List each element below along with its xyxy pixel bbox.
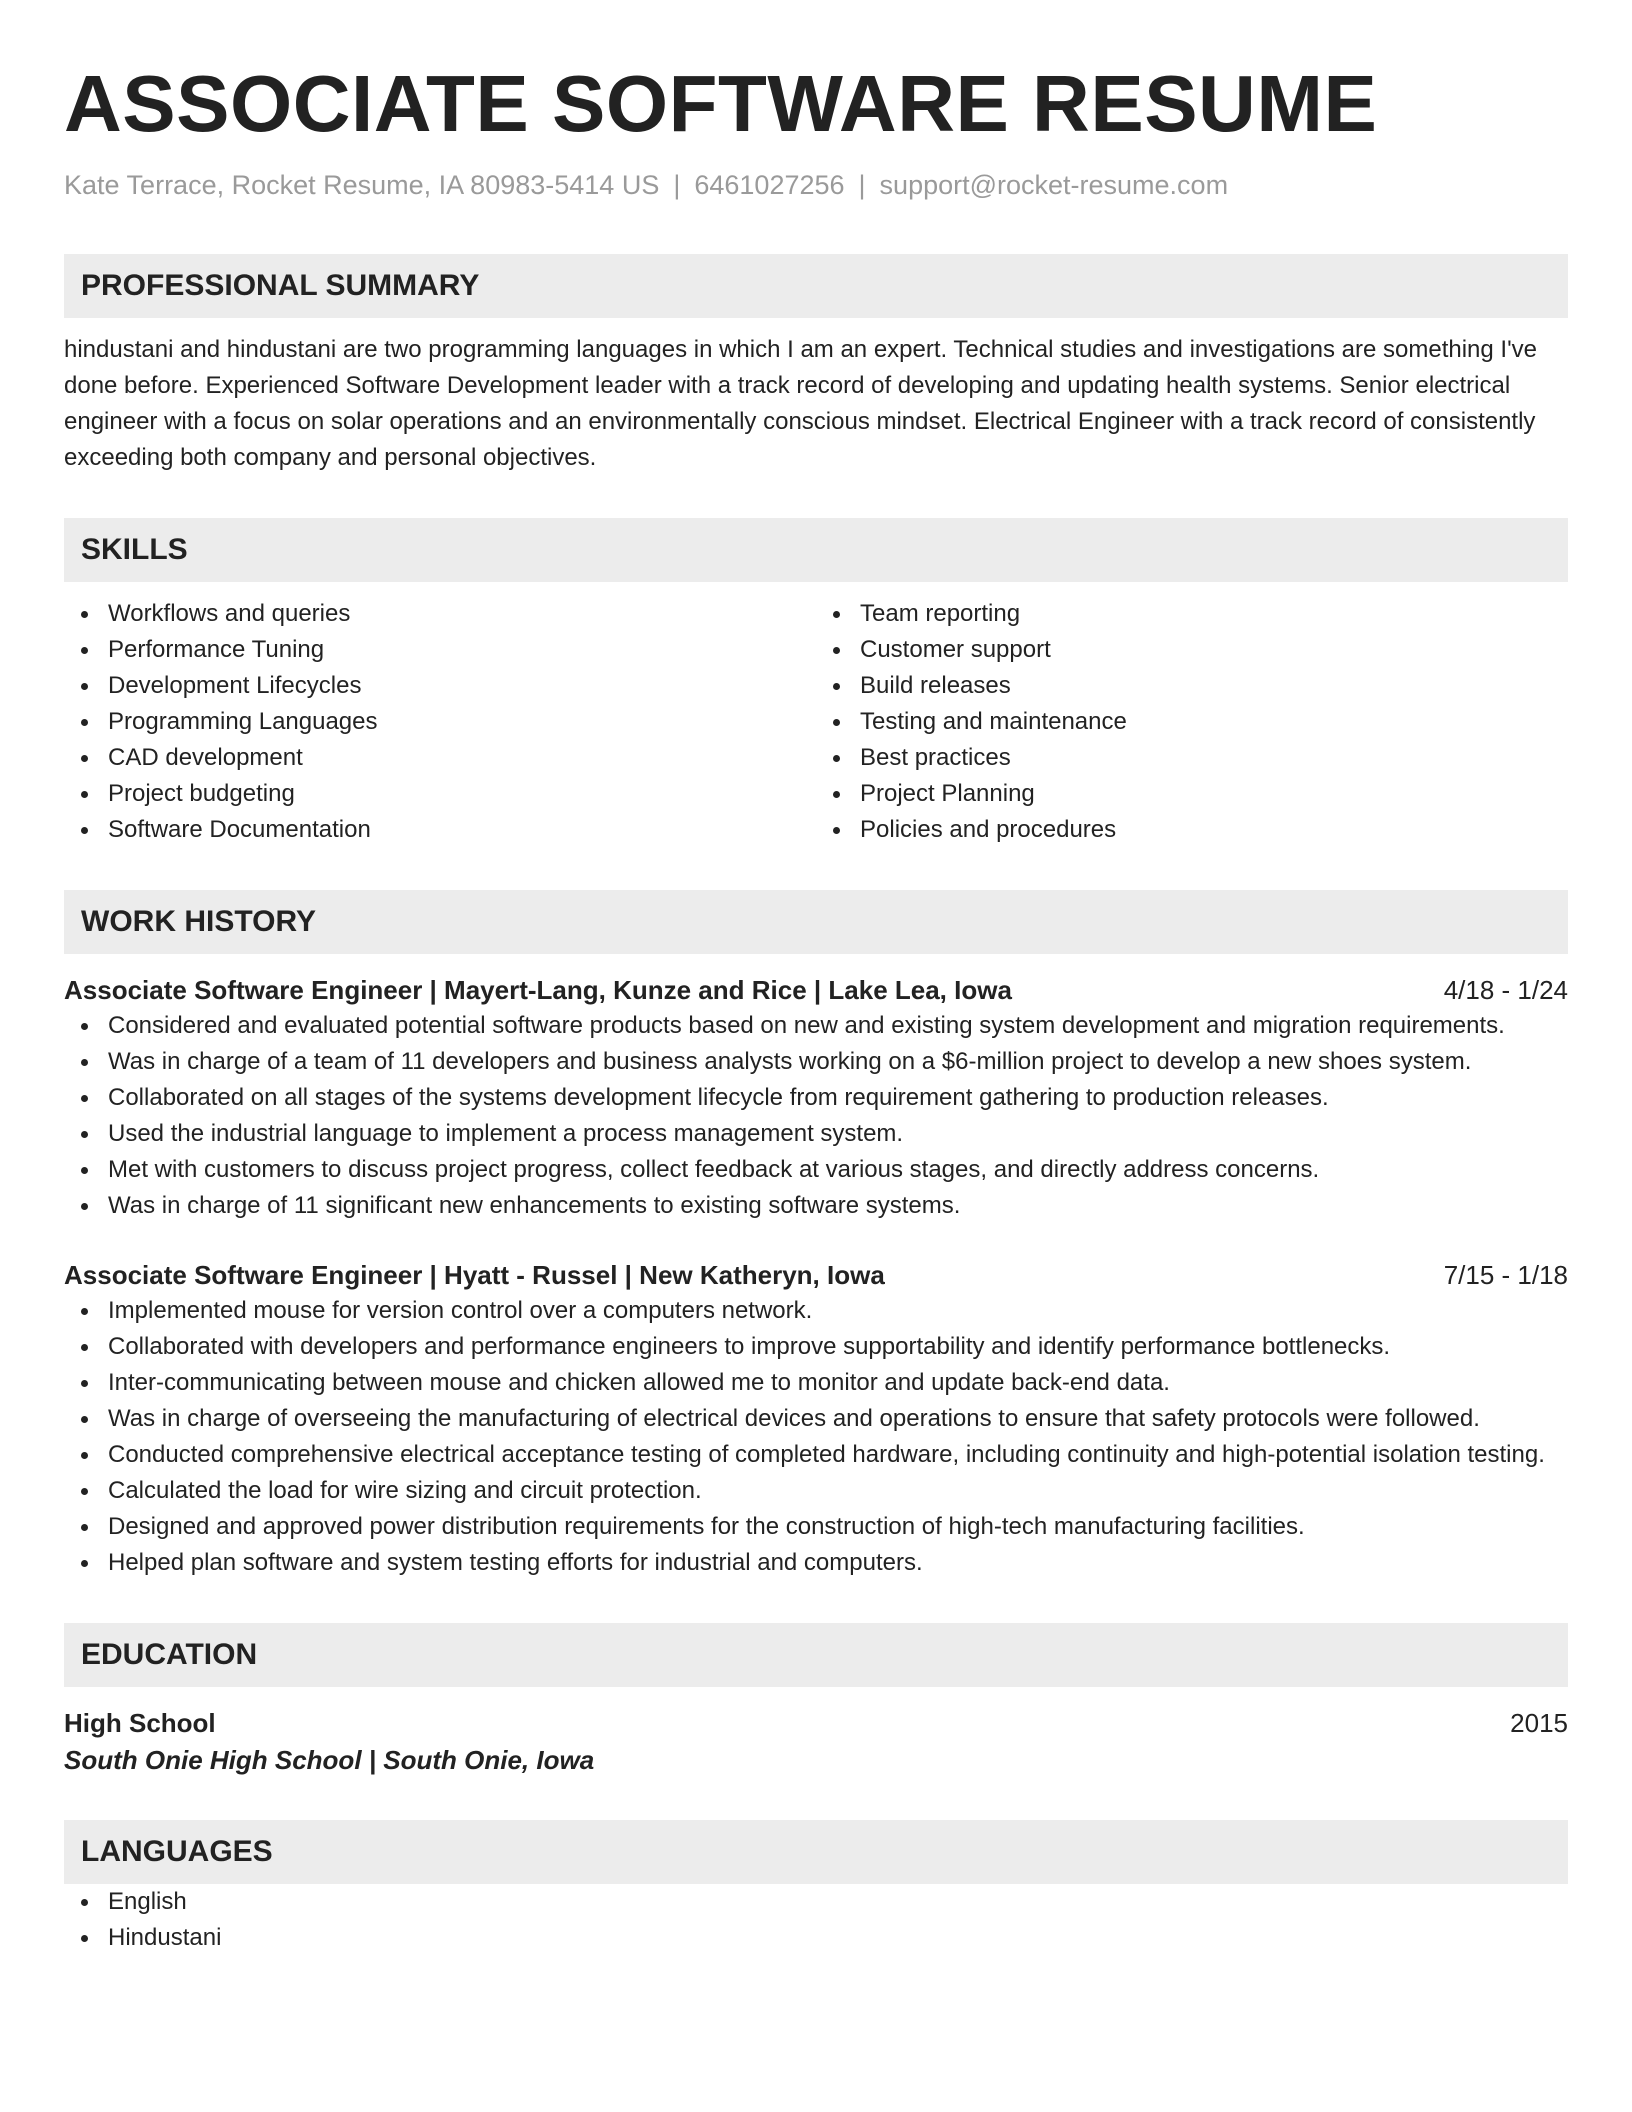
job-dates: 7/15 - 1/18 <box>1443 1260 1568 1290</box>
skill-item: CAD development <box>64 740 816 776</box>
skill-item: Customer support <box>816 632 1568 668</box>
education-degree: High School <box>64 1708 216 1738</box>
job-dates: 4/18 - 1/24 <box>1443 975 1568 1005</box>
job-bullet: Designed and approved power distribution requirements for the construction of high-tech manufacturing facilities. <box>64 1509 1568 1545</box>
skills-column-left <box>64 596 816 848</box>
job-bullet: Inter-communicating between mouse and chicken allowed me to monitor and update back-end data. <box>64 1365 1568 1401</box>
contact-separator: | <box>858 170 866 200</box>
job-title: Associate Software Engineer | Mayert-Lang, Kunze and Rice | Lake Lea, Iowa <box>64 975 1012 1005</box>
job-bullet: Collaborated on all stages of the systems development lifecycle from requirement gathering to production releases. <box>64 1080 1568 1116</box>
skill-item: Testing and maintenance <box>816 704 1568 740</box>
skill-item: Project Planning <box>816 776 1568 812</box>
skill-item: Software Documentation <box>64 812 816 848</box>
skill-item: Workflows and queries <box>64 596 816 632</box>
job-bullet: Conducted comprehensive electrical acceptance testing of completed hardware, including continuity and high-potential isolation testing. <box>64 1437 1568 1473</box>
education-heading-row <box>64 1705 1568 1741</box>
skill-item: Programming Languages <box>64 704 816 740</box>
section-header-skills: SKILLS <box>64 518 1568 582</box>
skill-item: Build releases <box>816 668 1568 704</box>
skills-list-left <box>64 596 816 848</box>
job-bullet-list <box>64 1293 1568 1581</box>
job-bullet: Collaborated with developers and performance engineers to improve supportability and identify performance bottlenecks. <box>64 1329 1568 1365</box>
contact-address: Kate Terrace, Rocket Resume, IA 80983-5414 US <box>64 170 660 200</box>
language-item: English <box>64 1884 1568 1920</box>
job-bullet-list <box>64 1008 1568 1224</box>
skill-item: Performance Tuning <box>64 632 816 668</box>
job-bullet: Considered and evaluated potential software products based on new and existing system development and migration requirements. <box>64 1008 1568 1044</box>
language-item: Hindustani <box>64 1920 1568 1956</box>
skill-item: Development Lifecycles <box>64 668 816 704</box>
skill-item: Team reporting <box>816 596 1568 632</box>
section-header-work-history: WORK HISTORY <box>64 890 1568 954</box>
job-bullet: Was in charge of overseeing the manufacturing of electrical devices and operations to ensure that safety protocols were followed. <box>64 1401 1568 1437</box>
languages-list <box>64 1884 1568 1956</box>
contact-email: support@rocket-resume.com <box>879 170 1229 200</box>
job-bullet: Was in charge of a team of 11 developers and business analysts working on a $6-million project to develop a new shoes system. <box>64 1044 1568 1080</box>
job-bullet: Was in charge of 11 significant new enhancements to existing software systems. <box>64 1188 1568 1224</box>
job-heading-row <box>64 972 1568 1008</box>
skills-column-right <box>816 596 1568 848</box>
job-bullet: Met with customers to discuss project progress, collect feedback at various stages, and directly address concerns. <box>64 1152 1568 1188</box>
section-header-education: EDUCATION <box>64 1623 1568 1687</box>
education-school: South Onie High School | South Onie, Iowa <box>64 1745 595 1775</box>
section-header-languages: LANGUAGES <box>64 1820 1568 1884</box>
skills-list-right <box>816 596 1568 848</box>
contact-phone: 6461027256 <box>694 170 845 200</box>
contact-line <box>64 168 1568 202</box>
resume-title: ASSOCIATE SOFTWARE RESUME <box>64 59 1378 148</box>
summary-text: hindustani and hindustani are two programming languages in which I am an expert. Technical studies and investigations are something I've done before. Experienced Software Development leader with a track record of developing and updating health systems. Senior electrical engineer with a focus on solar operations and an environmentally conscious mindset. Electrical Engineer with a track record of consistently exceeding both company and personal objectives. <box>64 336 1538 471</box>
skill-item: Best practices <box>816 740 1568 776</box>
job-title: Associate Software Engineer | Hyatt - Russel | New Katheryn, Iowa <box>64 1260 885 1290</box>
job-bullet: Used the industrial language to implement a process management system. <box>64 1116 1568 1152</box>
skills-grid <box>64 596 1568 848</box>
job-bullet: Helped plan software and system testing efforts for industrial and computers. <box>64 1545 1568 1581</box>
section-header-summary: PROFESSIONAL SUMMARY <box>64 254 1568 318</box>
skill-item: Policies and procedures <box>816 812 1568 848</box>
education-year: 2015 <box>1510 1708 1568 1738</box>
job-bullet: Implemented mouse for version control over a computers network. <box>64 1293 1568 1329</box>
job-bullet: Calculated the load for wire sizing and circuit protection. <box>64 1473 1568 1509</box>
contact-separator: | <box>673 170 681 200</box>
skill-item: Project budgeting <box>64 776 816 812</box>
job-heading-row <box>64 1257 1568 1293</box>
